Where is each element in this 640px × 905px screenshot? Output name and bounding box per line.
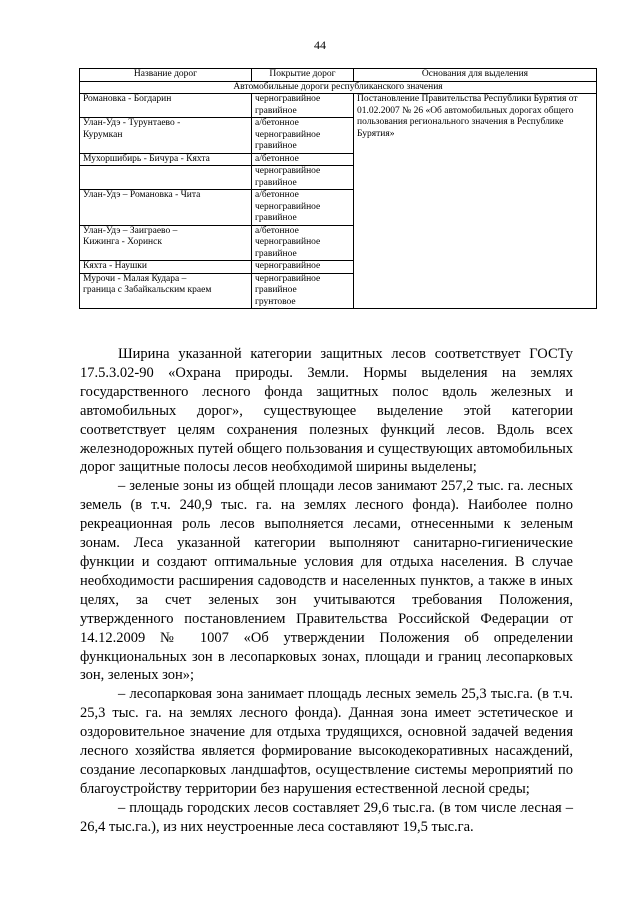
- road-surface-line: гравийное: [255, 248, 297, 259]
- road-name-line: Улан-Удэ – Романовка - Чита: [83, 190, 201, 200]
- road-name-line: Мурочи - Малая Кудара –: [83, 273, 187, 284]
- road-surface-cell: [252, 273, 354, 309]
- paragraph: Ширина указанной категории защитных лесов соответствует ГОСТу 17.5.3.02-90 «Охрана природы. Земли. Нормы выделения на землях государственного лесного фонда защитных полос вдоль железных и автомобильных дорог», существующее выделение этой категории соответствует целям сохранения полезных функций лесов. Вдоль всех железнодорожных путей общего пользования и существующих автомобильных дорог защитные полосы лесов необходимой ширины выделены;: [80, 346, 573, 476]
- road-surface-cell: [252, 153, 354, 166]
- road-surface-cell: [252, 94, 354, 118]
- road-surface-cell: [252, 118, 354, 154]
- table-header-row: [80, 69, 597, 82]
- road-surface-line: черногравийное: [255, 201, 321, 212]
- header-road-name: Название дорог: [80, 69, 252, 82]
- road-surface-line: черногравийное: [255, 166, 321, 176]
- road-surface-line: черногравийное: [255, 237, 321, 247]
- road-name-cell: [80, 153, 252, 166]
- road-surface-cell: [252, 261, 354, 274]
- road-surface-line: а/бетонное: [255, 225, 299, 236]
- paragraph: – площадь городских лесов составляет 29,6 тыс.га. (в том числе лесная – 26,4 тыс.га.), из них неустроенные леса составляют 19,5 тыс.га.: [80, 799, 573, 835]
- road-name-line: Курумкан: [83, 129, 123, 140]
- road-name-cell: [80, 261, 252, 274]
- road-surface-line: гравийное: [255, 285, 297, 295]
- road-name-line: Романовка - Богдарин: [83, 94, 172, 104]
- road-name-cell: [80, 118, 252, 154]
- paragraph: – лесопарковая зона занимает площадь лесных земель 25,3 тыс.га. (в т.ч. 25,3 тыс. га. на землях лесного фонда). Данная зона имеет эстетическое и оздоровительное значение для отдыха трудящихся, основной задачей ведения лесного хозяйства является формирование высокодекоративных насаждений, создание лесопарковых ландшафтов, осуществление системы мероприятий по благоустройству территории без нарушения естественной лесной среды;: [80, 686, 573, 797]
- section-title: Автомобильные дороги республиканского значения: [80, 81, 597, 94]
- road-name-line: Улан-Удэ – Заиграево –: [83, 225, 178, 236]
- roads-table: [79, 68, 597, 309]
- road-name-line: Мухоршибирь - Бичура - Кяхта: [83, 153, 210, 164]
- road-name-cell: [80, 273, 252, 309]
- basis-cell: Постановление Правительства Республики Бурятия от 01.02.2007 № 26 «Об автомобильных дорогах общего пользования регионального значения в Республике Бурятия»: [354, 94, 597, 309]
- road-name-line: Улан-Удэ - Турунтаево -: [83, 118, 181, 128]
- body-text: [80, 345, 573, 837]
- road-surface-line: грунтовое: [255, 296, 296, 307]
- road-name-cell: [80, 94, 252, 118]
- table-row: [80, 94, 597, 118]
- road-surface-line: гравийное: [255, 213, 297, 223]
- road-surface-line: гравийное: [255, 105, 297, 116]
- paragraph: – зеленые зоны из общей площади лесов занимают 257,2 тыс. га. лесных земель (в т.ч. 240,9 тыс. га. на землях лесного фонда). Наиболее полно рекреационная роль лесов выполняется лесами, отнесенными к зеленым зонам. Леса указанной категории выполняют санитарно-гигиенические функции и создают оптимальные условия для отдыха населения. В случае необходимости расширения садоводств и населенных пунктов, а также в иных целях, за счет зеленых зон учитываются требования Положения, утвержденного постановлением Правительства Российской Федерации от 14.12.2009 № 1007 «Об утверждении Положения об определении функциональных зон в лесопарковых зонах, площади и границ лесопарковых зон, зеленых зон»;: [80, 478, 573, 684]
- road-surface-line: а/бетонное: [255, 190, 299, 200]
- header-road-surface: Покрытие дорог: [252, 69, 354, 82]
- section-row: [80, 81, 597, 94]
- road-surface-line: черногравийное: [255, 261, 321, 271]
- road-name-cell: [80, 190, 252, 226]
- road-name-cell: [80, 166, 252, 190]
- road-surface-line: а/бетонное: [255, 118, 299, 128]
- road-surface-line: черногравийное: [255, 94, 321, 104]
- road-name-line: Кижинга - Хоринск: [83, 237, 162, 247]
- road-surface-line: черногравийное: [255, 273, 321, 284]
- road-name-line: граница с Забайкальским краем: [83, 285, 212, 295]
- road-surface-line: черногравийное: [255, 129, 321, 140]
- page-number: 44: [314, 38, 326, 52]
- road-name-cell: [80, 225, 252, 261]
- header-basis: Основания для выделения: [354, 69, 597, 82]
- road-surface-line: гравийное: [255, 141, 297, 151]
- road-surface-line: гравийное: [255, 177, 297, 188]
- road-surface-cell: [252, 225, 354, 261]
- road-surface-cell: [252, 190, 354, 226]
- road-surface-cell: [252, 166, 354, 190]
- road-name-line: Кяхта - Наушки: [83, 261, 147, 271]
- road-surface-line: а/бетонное: [255, 153, 299, 164]
